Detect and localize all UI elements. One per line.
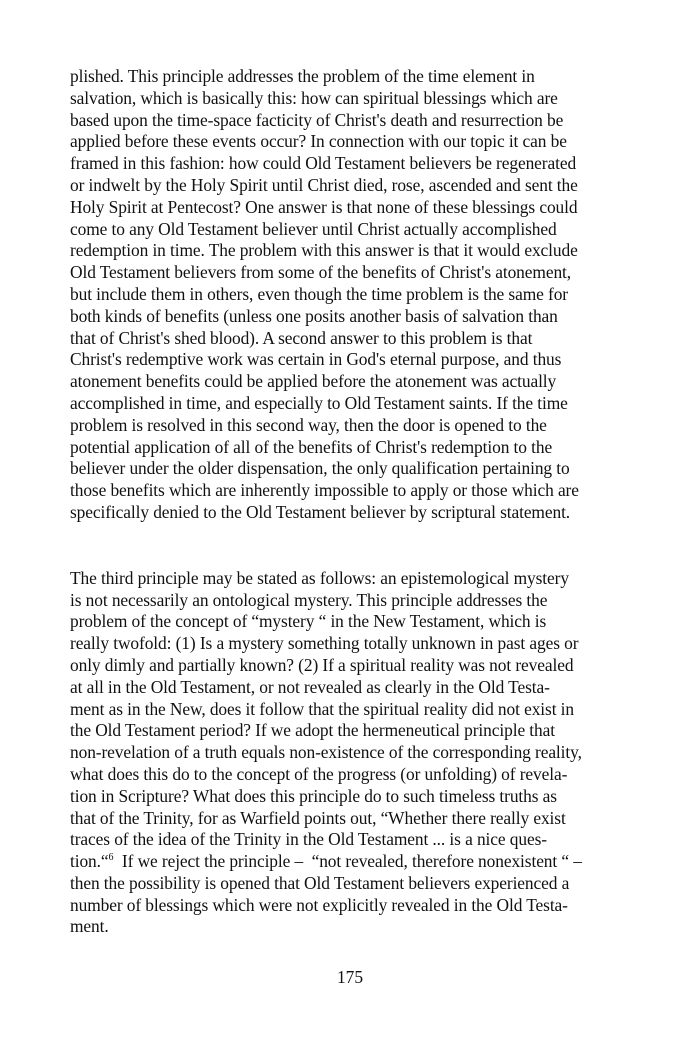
- text-line: believer under the older dispensation, the only qualification pertaining to: [70, 458, 570, 479]
- text-line: problem is resolved in this second way, then the door is opened to the: [70, 414, 547, 435]
- paragraph-spacer: [70, 524, 615, 568]
- text-line: The third principle may be stated as follows: an epistemological mystery: [70, 567, 569, 588]
- text-line: Old Testament believers from some of the benefits of Christ's atonement,: [70, 262, 572, 283]
- text-line: framed in this fashion: how could Old Testament believers be regenerated: [70, 153, 577, 174]
- text-line-with-footnote: [70, 851, 615, 873]
- text-line: only dimly and partially known? (2) If a spiritual reality was not revealed: [70, 654, 574, 675]
- text-line: that of Christ's shed blood). A second answer to this problem is that: [70, 327, 533, 348]
- text-line: Holy Spirit at Pentecost? One answer is that none of these blessings could: [70, 196, 578, 217]
- document-page: [70, 66, 615, 938]
- text-line: plished. This principle addresses the problem of the time element in: [70, 66, 535, 86]
- text-line: non-revelation of a truth equals non-existence of the corresponding reality,: [70, 742, 582, 763]
- text-line: come to any Old Testament believer until Christ actually accomplished: [70, 218, 557, 239]
- text-line: atonement benefits could be applied before the atonement was actually: [70, 371, 557, 392]
- text-line: what does this do to the concept of the progress (or unfolding) of revela-: [70, 763, 568, 784]
- text-line: specifically denied to the Old Testament believer by scriptural statement.: [70, 501, 571, 522]
- text-line: the Old Testament period? If we adopt the hermeneutical principle that: [70, 720, 555, 741]
- text-line: potential application of all of the benefits of Christ's redemption to the: [70, 436, 553, 457]
- text-line: but include them in others, even though the time problem is the same for: [70, 283, 568, 304]
- text-line: problem of the concept of “mystery “ in the New Testament, which is: [70, 611, 547, 632]
- text-line: accomplished in time, and especially to Old Testament saints. If the time: [70, 392, 568, 413]
- text-fragment: If we reject the principle – “not revealed, therefore nonexistent “ –: [113, 851, 582, 872]
- text-fragment: tion.“: [70, 851, 109, 872]
- text-line: that of the Trinity, for as Warfield points out, “Whether there really exist: [70, 807, 566, 828]
- text-line: based upon the time-space facticity of Christ's death and resurrection be: [70, 109, 564, 130]
- text-line: both kinds of benefits (unless one posits another basis of salvation than: [70, 305, 558, 326]
- page-number: 175: [336, 967, 364, 987]
- text-line: ment.: [70, 916, 109, 937]
- text-line: tion in Scripture? What does this principle do to such timeless truths as: [70, 785, 557, 806]
- text-line: or indwelt by the Holy Spirit until Christ died, rose, ascended and sent the: [70, 174, 578, 195]
- text-line: is not necessarily an ontological mystery. This principle addresses the: [70, 589, 548, 610]
- text-line: applied before these events occur? In connection with our topic it can be: [70, 131, 567, 152]
- text-line: redemption in time. The problem with this answer is that it would exclude: [70, 240, 578, 261]
- text-line: Christ's redemptive work was certain in God's eternal purpose, and thus: [70, 349, 562, 370]
- text-line: salvation, which is basically this: how can spiritual blessings which are: [70, 87, 558, 108]
- text-line: at all in the Old Testament, or not revealed as clearly in the Old Testa-: [70, 676, 550, 697]
- text-line: traces of the idea of the Trinity in the Old Testament ... is a nice ques-: [70, 829, 547, 850]
- text-line: really twofold: (1) Is a mystery something totally unknown in past ages or: [70, 633, 579, 654]
- paragraph-time-element: [70, 66, 615, 524]
- footnote-reference[interactable]: 6: [108, 852, 114, 864]
- text-line: then the possibility is opened that Old Testament believers experienced a: [70, 872, 570, 893]
- paragraph-third-principle: [70, 568, 615, 939]
- text-line: those benefits which are inherently impossible to apply or those which are: [70, 480, 579, 501]
- text-line: number of blessings which were not explicitly revealed in the Old Testa-: [70, 894, 568, 915]
- text-line: ment as in the New, does it follow that the spiritual reality did not exist in: [70, 698, 575, 719]
